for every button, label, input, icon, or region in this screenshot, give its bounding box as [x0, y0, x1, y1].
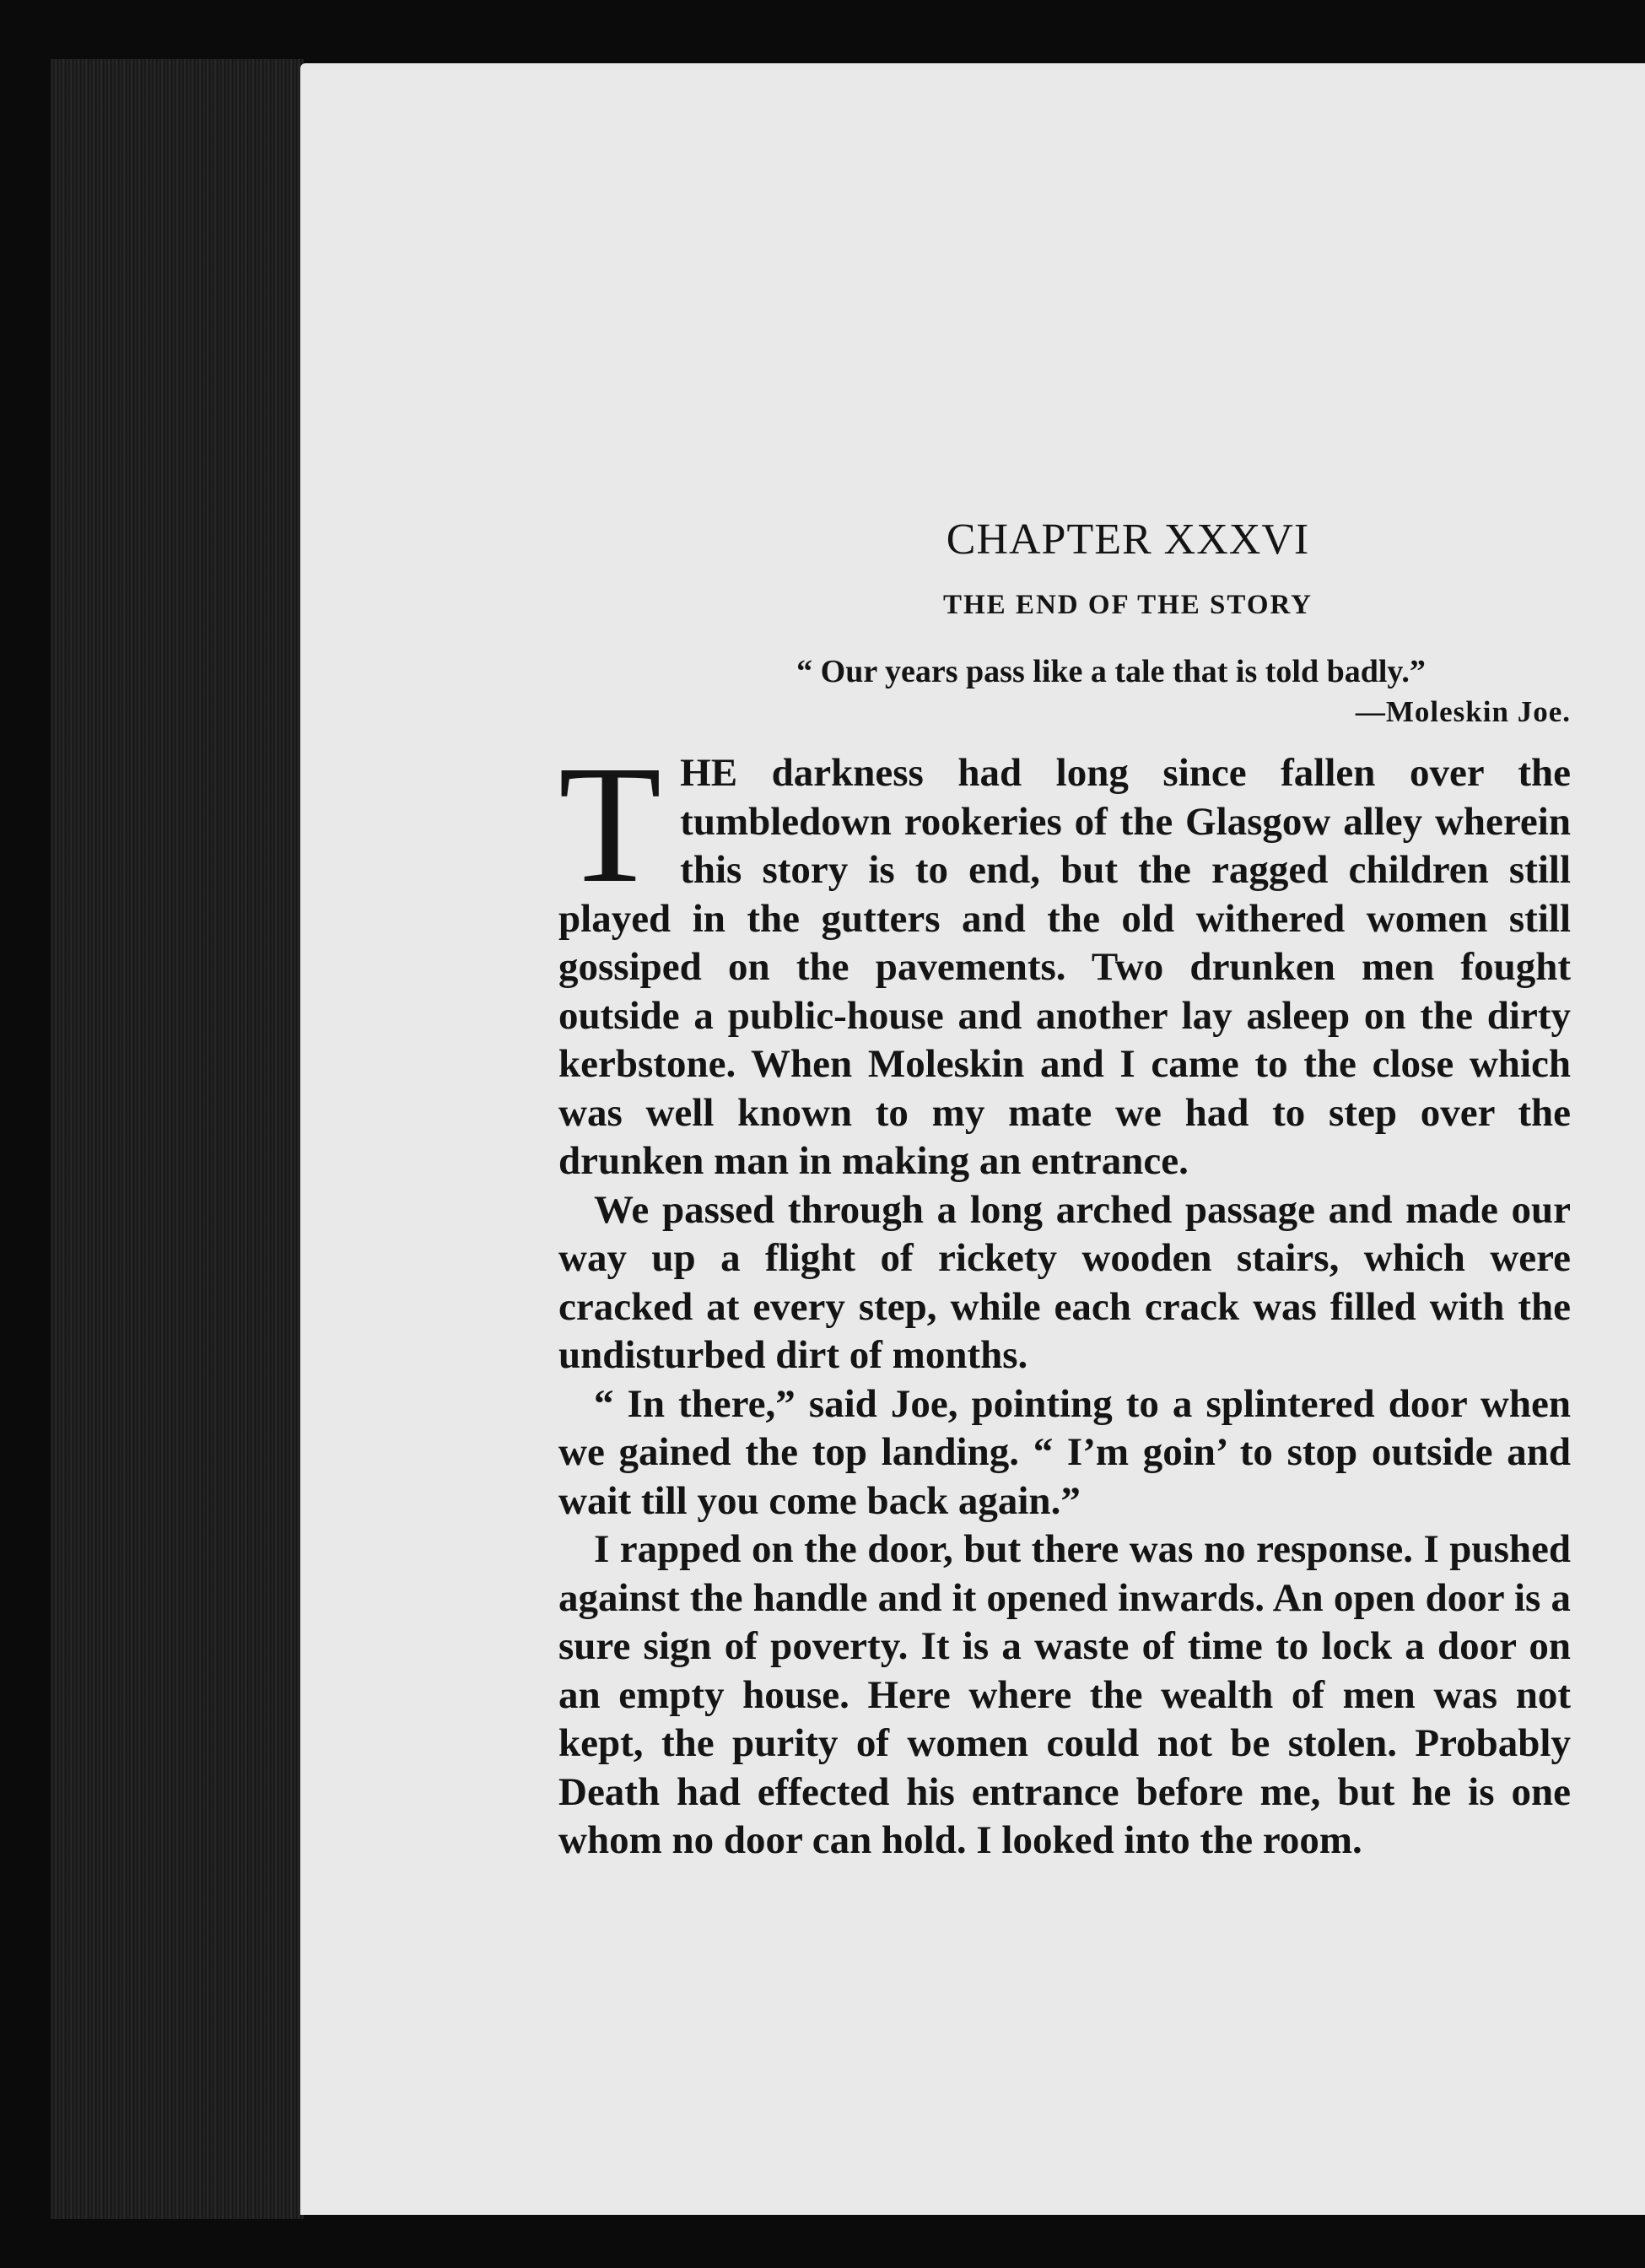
- chapter-title: CHAPTER XXXVI: [946, 516, 1310, 564]
- page-content: [558, 515, 1571, 1866]
- chapter-subtitle: THE END OF THE STORY: [943, 590, 1313, 620]
- paragraph-3: “ In there,” said Joe, pointing to a splintered door when we gained the top landing. “ I’m goin’ to stop outside and wait till you come back again.”: [558, 1381, 1571, 1523]
- book-spine-edge: [51, 59, 304, 2219]
- paragraph-2: We passed through a long arched passage and made our way up a flight of rickety wooden stairs, which were cracked at every step, while each crack was filled with the undisturbed dirt of months.: [558, 1187, 1571, 1377]
- drop-cap-letter: T: [558, 732, 662, 918]
- paragraph-1-text: HE darkness had long since fallen over the tumbledown rookeries of the Glasgow alley wherein this story is to end, but the ragged children still played in the gutters and the old withered women still gossiped on the pavements. Two drunken men fought outside a public-house and another lay asleep on the dirty kerbstone. When Moleskin and I came to the close which was well known to my mate we had to step over the drunken man in making an entrance.: [558, 751, 1571, 1183]
- paragraph-1: [558, 732, 1571, 1186]
- paragraph-4: I rapped on the door, but there was no response. I pushed against the handle and it opened inwards. An open door is a sure sign of poverty. It is a waste of time to lock a door on an empty house. Here where the wealth of men was not kept, the purity of women could not be stolen. Probably Death had effected his entrance before me, but he is one whom no door can hold. I looked into the room.: [558, 1527, 1571, 1862]
- epigraph-quote: “ Our years pass like a tale that is told badly.”: [796, 654, 1426, 689]
- epigraph-attribution: —Moleskin Joe.: [1355, 695, 1571, 728]
